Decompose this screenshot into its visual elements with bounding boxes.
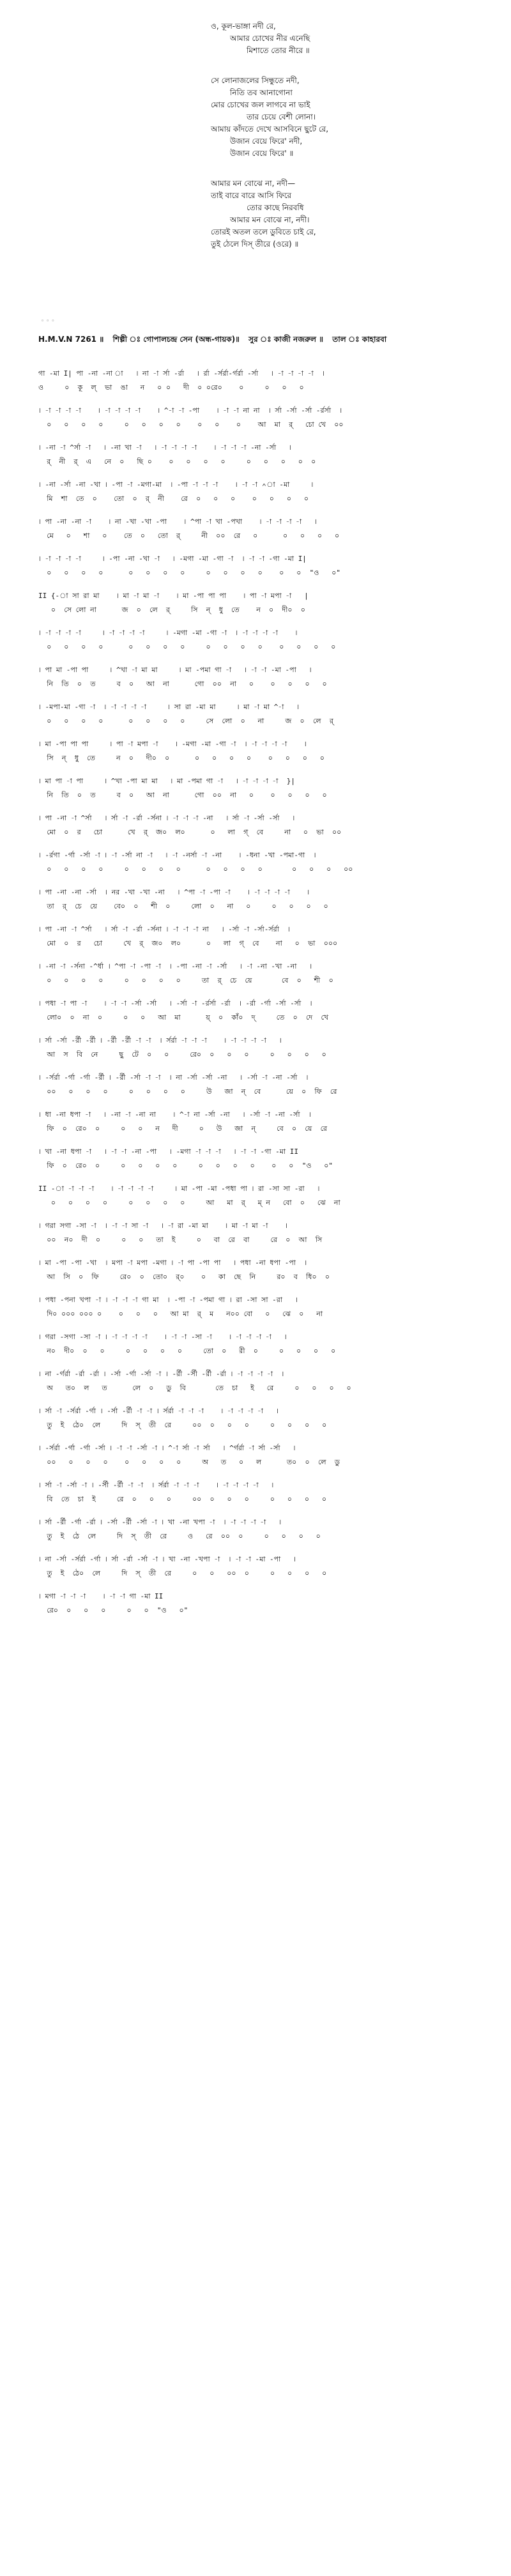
lyric-syllables-line: দি০ ০০০ ০০০ ০ ০ ০ ০ আ মা র্ ম ন০০ বো ০ ঝে ০ না	[38, 1310, 323, 1318]
swara-line: । না -র্সা -র্সর্রা -র্গা । র্সা -র্রা -র্সা -া । খা -না -খপা -া । -া -া -মা -পা ।	[38, 1555, 296, 1563]
swara-line: । -র্সর্রা -র্গা -র্গা -র্সা । -া -া -র্সা -া । ^-া র্সা -া র্সা । ^র্গর্রা -া র্সা -র্সা ।	[38, 1444, 296, 1452]
notation-row	[38, 1443, 485, 1480]
notation-row	[38, 998, 485, 1035]
lyric-syllables-line: র্ নী র্ এ নে ০ ছি ০ ০ ০ ০ ০ ০ ০ ০ ০ ০	[38, 457, 316, 466]
lyric-syllables-line: লো০ ০ না ০ ০ ০ আ মা য়্ ০ কাঁ০ দ্ তে ০ দে খে	[38, 1013, 329, 1022]
poem-line: তুই ঠেলে দিস্ তীরে (ওরে) ॥	[211, 240, 299, 249]
notation-row	[38, 776, 485, 813]
notation-row	[38, 1517, 485, 1554]
swara-line: । পা -না -া ^র্সা । র্সা -া -র্রা -র্সনা । -া -া -া না । -র্সা -া -র্সা-র্সর্রা ।	[38, 925, 291, 933]
swara-line: । না -র্গর্রা -র্রা -র্রা । -র্সা -র্গা -র্সা -া । -র্রী -র্সী -র্রী -র্রা । -া -া -া -া ।	[38, 1370, 284, 1378]
lyric-syllables-line: ০ ০ ০ ০ ০ ০ ০ ০ ০ ০ ০ ০ ০ ০ ০ ০	[38, 643, 336, 651]
lyric-syllables-line: আ স বি নে ছু টে ০ ০ রে০ ০ ০ ০ ০ ০ ০ ০	[38, 1050, 326, 1059]
swara-line: । পা -না -না -া । না -খা -খা -পা । ^পা -া খা -পখা । -া -া -া -া ।	[38, 518, 317, 526]
poem-line: তোরই অতল তলে ডুবিতে চাই রে,	[211, 227, 316, 236]
notation-row	[38, 1220, 485, 1257]
swara-line: । -মপা-মা -গা -া । -া -া -া -া । সা রা -মা মা । মা -া মা ^-া ।	[38, 703, 300, 711]
composer-credit: সুর ঃ কাজী নজরুল ॥	[248, 335, 324, 344]
poem-line: তোর কাছে নিরবধি	[247, 203, 304, 212]
notation-row	[38, 516, 485, 553]
lyric-syllables-line: ০ সে লো না জ ০ লে র্ সি ন্ ধু তে ন ০ দী০ ০	[38, 606, 305, 614]
swara-line: । -না -া ^র্সা -া । -না খা -া । -া -া -া -া । -া -া -া -না -র্সা ।	[38, 443, 291, 452]
notation-row	[38, 961, 485, 998]
lyric-syllables-line: বি তে চা ই রে ০ ০ ০ ০০ ০ ০ ০ ০ ০ ০ ০	[38, 1495, 327, 1503]
poem-line: নিতি তব আনাগোনা	[230, 88, 293, 97]
poem-line: আমায় কাঁদতে দেখে আসবিনে ছুটে রে,	[211, 125, 329, 134]
poem-line: সে লোনাজলের সিন্ধুতে নদী,	[211, 76, 300, 85]
credits-line	[38, 334, 485, 347]
stanza-1	[211, 20, 454, 57]
swara-line: । র্সা -র্সা -র্রী -র্রী । -র্রী -র্রী -া -া । র্সর্রা -া -া -া । -া -া -া -া ।	[38, 1036, 282, 1045]
lyric-syllables-line: ০ ০ ০ ০ ০ ০ ০ ০ আ মা র্ ম্ ন বো ০ ঝে না	[38, 1199, 340, 1207]
swara-line: । -র্সর্রা -র্গা -র্গা -র্রী । -র্রী -র্সা -া -া । না -র্সা -র্সা -না । -র্সা -া -না -র্সা ।	[38, 1073, 309, 1082]
notation-row	[38, 553, 485, 590]
lyric-syllables-line: তু ই ঠে লে দি স্ তী রে ও রে ০০ ০ ০ ০ ০ ০	[38, 1532, 321, 1540]
notation-row	[38, 664, 485, 702]
notation-row	[38, 739, 485, 776]
notation-row	[38, 1554, 485, 1591]
swara-line: । পা -না -া ^র্সা । র্সা -া -র্রা -র্সনা । -া -া -া -না । র্সা -া -র্সা -র্সা ।	[38, 814, 295, 822]
swara-line: । র্সা -া -র্সা -া । -র্সী -র্রী -া -া । র্সর্রা -া -া -া । -া -া -া -া ।	[38, 1481, 274, 1489]
swara-line: । পা -না -না -র্সা । নর -খা -খা -না । ^পা -া -পা -া । -া -া -া -া ।	[38, 888, 310, 896]
swara-line: । মা -পা -পা -খা । মপা -া মপা -মগা । -া পা -পা পা । পধা -না ধপা -পা ।	[38, 1259, 307, 1267]
swara-line: । -না -া -র্সনা -^র্ধা । ^পা -া -পা -া । -পা -না -া -র্সা । -া -না -খা -না ।	[38, 962, 312, 970]
lyric-syllables-line: নি তি ০ ত ব ০ আ না গো ০০ না ০ ০ ০ ০ ০	[38, 791, 327, 799]
lyric-syllables-line: ন০ দী০ ০ ০ ০ ০ ০ ০ তো ০ রী ০ ০ ০ ০ ০	[38, 1347, 336, 1355]
swara-line: । -া -া -া -া । -া -া -া -া । ^-া -া -পা । -া -া না না । র্সা -র্সা -র্সা -র্রর্সা ।	[38, 406, 342, 415]
lyric-syllables-line: মে ০ শা ০ তে ০ তো র্ নী ০০ রে ০ ০ ০ ০ ০	[38, 532, 340, 540]
notation-row	[38, 1331, 485, 1368]
notation-row	[38, 1146, 485, 1183]
faint-mark: ◦ ◦ ◦	[41, 318, 55, 325]
poem-line: মিশাতে তোর নীরে ॥	[247, 46, 310, 55]
lyric-syllables-line: তু ই ঠে০ লে দি স্ তী রে ০০ ০ ০ ০ ০ ০ ০ ০	[38, 1421, 327, 1429]
notation-row	[38, 1109, 485, 1146]
stanza-3	[211, 178, 454, 250]
swara-line: । -না -র্সা -না -খা । -পা -া -মগা-মা । -পা -া -া -া । -া -া ^া -মা ।	[38, 480, 314, 489]
poem-line: আমার মন বোঝে না, নদী—	[211, 179, 296, 188]
lyric-syllables-line: নি তি ০ ত ব ০ আ না গো ০০ না ০ ০ ০ ০ ০	[38, 680, 327, 688]
record-number: H.M.V.N 7261 ॥	[38, 335, 104, 344]
swara-line: গা -মা I| পা -না -না া । না -া র্সা -র্রা । র্রা -র্সর্রা-র্গর্রা -র্সা । -া -া -া -া ।	[38, 369, 324, 378]
swara-line: II {-া সা রা মা । মা -া মা -া । মা -পা পা পা । পা -া মপা -া |	[38, 592, 309, 600]
lyric-syllables-line: আ সি ০ ফি রে০ ০ তো০ র্০ ০ কা ছে নি র০ ব ধি০ ০	[38, 1273, 330, 1281]
notation-row	[38, 1072, 485, 1109]
swara-line: । -া -া -া -া । -পা -না -খা -া । -মগা -মা -গা -া । -া -া -গা -মা I|	[38, 555, 307, 563]
notation-row	[38, 590, 485, 627]
poem-line: ও, কূল-ভাঙ্গা নদী রে,	[211, 22, 276, 31]
swara-line: । খা -না ধপা -া । -া -া -না -পা । -মগা -া -া -া । -া -া -গা -মা II	[38, 1147, 298, 1156]
swara-line: । মা -পা পা পা । পা -া মপা -া । -মগা -মা -গা -া । -া -া -া -া ।	[38, 740, 307, 748]
swara-line: । -া -া -া -া । -া -া -া -া । -মগা -মা -গা -া । -া -া -া -া ।	[38, 629, 298, 637]
notation-row	[38, 405, 485, 442]
notation-row	[38, 1035, 485, 1072]
lyric-syllables-line: তু ই ঠে০ লে দি স্ তী রে ০ ০ ০০ ০ ০ ০ ০ ০	[38, 1569, 327, 1577]
notation-row	[38, 442, 485, 479]
poem-line: উজান বেয়ে ফিরে' নদী,	[230, 137, 303, 146]
notation-row	[38, 627, 485, 664]
lyric-syllables-line: ০ ০ ০ ০ ০ ০ ০ ০ সে লো ০ না জ ০ লে র্	[38, 717, 333, 725]
lyric-syllables-line: মি শা তে ০ তো ০ র্ নী রে ০ ০ ০ ০ ০ ০ ০	[38, 494, 309, 503]
notation-row	[38, 479, 485, 516]
lyric-syllables-line: ০ ০ ০ ০ ০ ০ ০ ০ ০ ০ ০ ০ ০ ০ ০ ০০	[38, 865, 353, 873]
swara-line: । মা পা -া পা । ^খা -পা মা মা । মা -পমা গা -া । -া -া -া -া }|	[38, 777, 295, 785]
lyric-syllables-line: তা র্ চে য়ে বে০ ০ শী ০ লো ০ না ০ ০ ০ ০ ০	[38, 902, 328, 910]
lyric-syllables-line: মো ০ র চো খে র্ জ০ ল০ ০ লা গ্ বে না ০ ভা ০০	[38, 828, 342, 836]
swara-line: । র্সা -র্রী -র্গা -র্রা । -র্সা -র্রী -র্সা -া । খা -না খপা -া । -া -া -া -া ।	[38, 1518, 282, 1526]
lyric-syllables-line: ও ০ কূ ল্ ভা ঙা ন ০ ০ দী ০ ০রে০ ০ ০ ০ ০	[38, 383, 304, 392]
swara-line: । র্সা -া -র্সর্রা -র্গা । -র্সা -র্রী -া -া । র্সর্রা -া -া -া । -া -া -া -া ।	[38, 1407, 278, 1415]
swara-line: । ধা -না ধপা -া । -না -া -না না । ^-া না -র্সা -না । -র্সা -া -না -র্সা ।	[38, 1110, 311, 1119]
notation-row	[38, 813, 485, 850]
singer-credit: শিল্পী ঃ গোপালচন্দ্র সেন (অন্ধ-গায়ক)॥	[112, 335, 240, 344]
swara-line: । পধা -া পা -া । -া -া -র্সা -র্সা । -র্সা -া -র্রর্সা -র্রা । -র্রা -র্গা -র্সা -র্সা ।	[38, 999, 312, 1008]
lyric-syllables-line: ০০ ০ ০ ০ ০ ০ ০ ০ অ ত ০ ল ত০ ০ লে ডু	[38, 1458, 340, 1466]
poem-line: মোর চোখের জল লাগবে না ভাই	[211, 100, 310, 109]
poem-line: আমার মন বোঝে না, নদী।	[230, 215, 310, 224]
poem-line: আমার চোখের নীর এনেছি	[230, 34, 310, 43]
lyric-syllables-line: ফি ০ রে০ ০ ০ ০ ন দী ০ উ জা ন্ বে ০ য়ে রে	[38, 1124, 328, 1133]
notation-row	[38, 1591, 485, 1628]
lyric-syllables-line: মো ০ র চো খে র্ জ০ ল০ ০ লা গ্ বে না ০ ভা ০০০	[38, 939, 338, 947]
swara-line: । মগা -া -া -া । -া -া গা -মা II	[38, 1592, 164, 1600]
notation-row	[38, 850, 485, 887]
stanza-2	[211, 75, 454, 160]
notation-row	[38, 368, 485, 405]
song-lyrics-poem	[211, 20, 454, 250]
notation-row	[38, 702, 485, 739]
lyric-syllables-line: রে০ ০ ০ ০ ০ ০ "ও ০"	[38, 1606, 188, 1614]
lyric-syllables-line: ০০ ন০ দী ০ ০ ০ তা ই ০ বা রে বা রে ০ আ সি	[38, 1236, 323, 1244]
poem-line: তার চেয়ে বেশী লোনা।	[247, 112, 316, 121]
notation-row	[38, 1257, 485, 1294]
swara-line: । গরা -সগা -সা -া । -া -া -া -া । -া -া -সা -া । -া -া -া -া ।	[38, 1333, 287, 1341]
poem-line: তাই বারে বারে আসি ফিরে	[211, 191, 292, 200]
swaralipi-notation	[38, 368, 485, 1628]
lyric-syllables-line: ০ ০ ০ ০ ০ ০ ০ ০ ০ ০ ০ ০ ০ ০ "ও ০"	[38, 569, 340, 577]
poem-line: উজান বেয়ে ফিরে' ॥	[230, 149, 294, 158]
swara-line: । পধা -পনা খপা -া । -া -া -া গা মা । -পা -া -পমা গা । রা -সা সা -রা ।	[38, 1296, 298, 1304]
notation-row	[38, 924, 485, 961]
taal-credit: তাল ঃ কাহারবা	[332, 335, 387, 344]
lyric-syllables-line: ০০ ০ ০ ০ ০ ০ ০ ০ উ জা ন্ বে য়ে ০ ফি রে	[38, 1087, 337, 1096]
notation-row	[38, 1480, 485, 1517]
notation-row	[38, 887, 485, 924]
lyric-syllables-line: সি ন্ ধু তে ন ০ দী০ ০ ০ ০ ০ ০ ০ ০ ০ ০	[38, 754, 324, 762]
swara-line: । পা মা -পা পা । ^খা -া মা মা । মা -পমা গা -া । -া -া -মা -পা ।	[38, 666, 312, 674]
swara-line: II -া -া -া -া । -া -া -া -া । মা -পা -মা -পধা পা । রা -সা সা -রা ।	[38, 1184, 320, 1193]
lyric-syllables-line: অ ত০ ল ত লে ০ ডু বি তে চা ই রে ০ ০ ০ ০	[38, 1384, 351, 1392]
notation-row	[38, 1294, 485, 1331]
lyric-syllables-line: ০ ০ ০ ০ ০ ০ ০ ০ ০ ০ ০ আ মা র্ চো খে ০০	[38, 420, 344, 429]
notation-row	[38, 1406, 485, 1443]
lyric-syllables-line: ০ ০ ০ ০ ০ ০ ০ ০ তা র্ চে য়ে বে ০ শী ০	[38, 976, 333, 985]
swara-line: । গরা সগা -সা -া । -া -া সা -া । -া রা -মা মা । মা -া মা -া ।	[38, 1222, 287, 1230]
swara-line: । -র্রগা -র্গা -র্সা -া । -া -র্সা না -া । -া -নর্সা -া -না । -ধনা -খা -পমা-গা ।	[38, 851, 316, 859]
notation-row	[38, 1368, 485, 1406]
lyric-syllables-line: ফি ০ রে০ ০ ০ ০ ০ ০ ০ ০ ০ ০ ০ ০ "ও ০"	[38, 1162, 333, 1170]
notation-row	[38, 1183, 485, 1220]
